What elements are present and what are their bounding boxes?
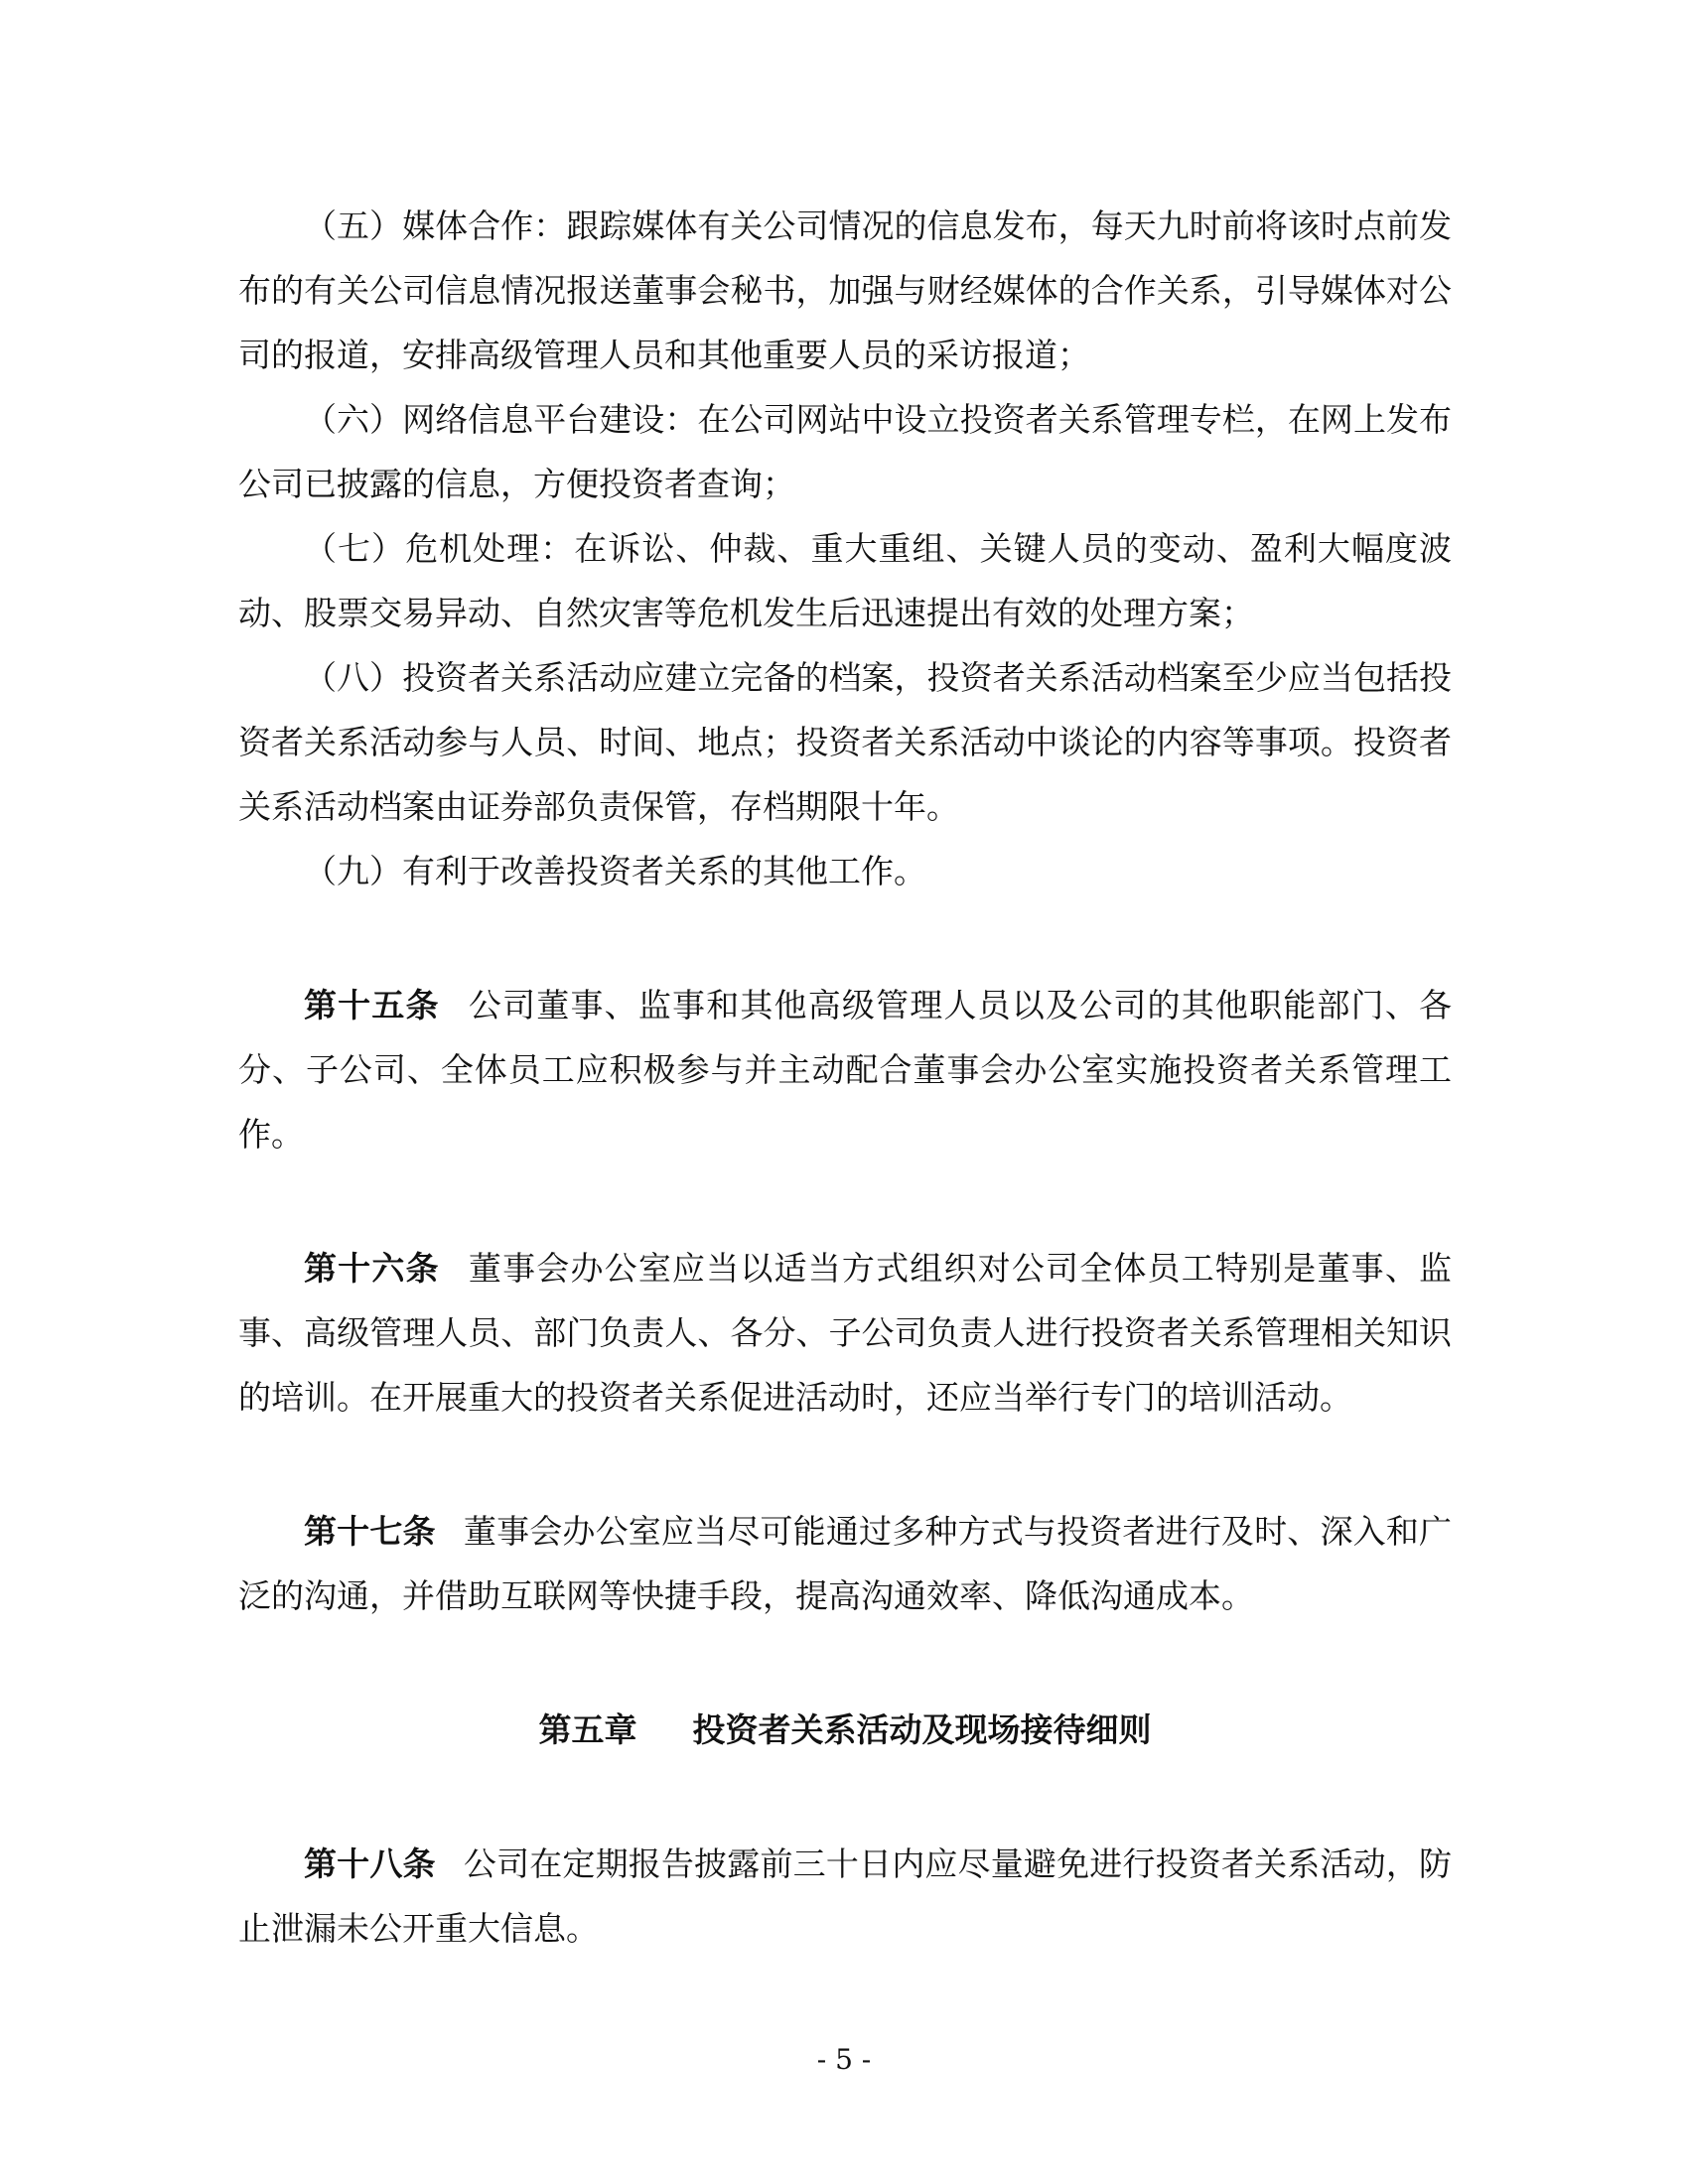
article-label: 第十七条	[304, 1512, 436, 1551]
document-body	[238, 194, 1452, 1961]
list-item: （六）网络信息平台建设：在公司网站中设立投资者关系管理专栏，在网上发布公司已披露的信息，方便投资者查询；	[238, 400, 1452, 503]
article-text: 公司在定期报告披露前三十日内应尽量避免进行投资者关系活动，防止泄漏未公开重大信息。	[238, 1844, 1453, 1948]
article-label: 第十六条	[304, 1249, 440, 1288]
article-label: 第十八条	[304, 1844, 436, 1883]
page-number: - 5 -	[816, 2043, 872, 2076]
article-16	[238, 1236, 1452, 1430]
chapter-heading	[238, 1698, 1452, 1762]
chapter-number: 第五章	[538, 1710, 637, 1749]
list-item: （五）媒体合作：跟踪媒体有关公司情况的信息发布，每天九时前将该时点前发布的有关公司信息情况报送董事会秘书，加强与财经媒体的合作关系，引导媒体对公司的报道，安排高级管理人员和其他重要人员的采访报道；	[238, 206, 1452, 374]
article-15	[238, 973, 1452, 1166]
article-text: 董事会办公室应当尽可能通过多种方式与投资者进行及时、深入和广泛的沟通，并借助互联网等快捷手段，提高沟通效率、降低沟通成本。	[238, 1512, 1453, 1615]
article-label: 第十五条	[304, 986, 440, 1024]
list-item: （九）有利于改善投资者关系的其他工作。	[304, 852, 926, 890]
list-item: （八）投资者关系活动应建立完备的档案，投资者关系活动档案至少应当包括投资者关系活动参与人员、时间、地点；投资者关系活动中谈论的内容等事项。投资者关系活动档案由证券部负责保管，存档期限十年。	[238, 658, 1452, 826]
article-text: 董事会办公室应当以适当方式组织对公司全体员工特别是董事、监事、高级管理人员、部门负责人、各分、子公司负责人进行投资者关系管理相关知识的培训。在开展重大的投资者关系促进活动时，还应当举行专门的培训活动。	[238, 1249, 1453, 1417]
article-text: 公司董事、监事和其他高级管理人员以及公司的其他职能部门、各分、子公司、全体员工应积极参与并主动配合董事会办公室实施投资者关系管理工作。	[238, 986, 1453, 1154]
article-18	[238, 1832, 1452, 1961]
article-17	[238, 1499, 1452, 1628]
list-item: （七）危机处理：在诉讼、仲裁、重大重组、关键人员的变动、盈利大幅度波动、股票交易异动、自然灾害等危机发生后迅速提出有效的处理方案；	[238, 529, 1452, 632]
chapter-title: 投资者关系活动及现场接待细则	[692, 1710, 1152, 1749]
